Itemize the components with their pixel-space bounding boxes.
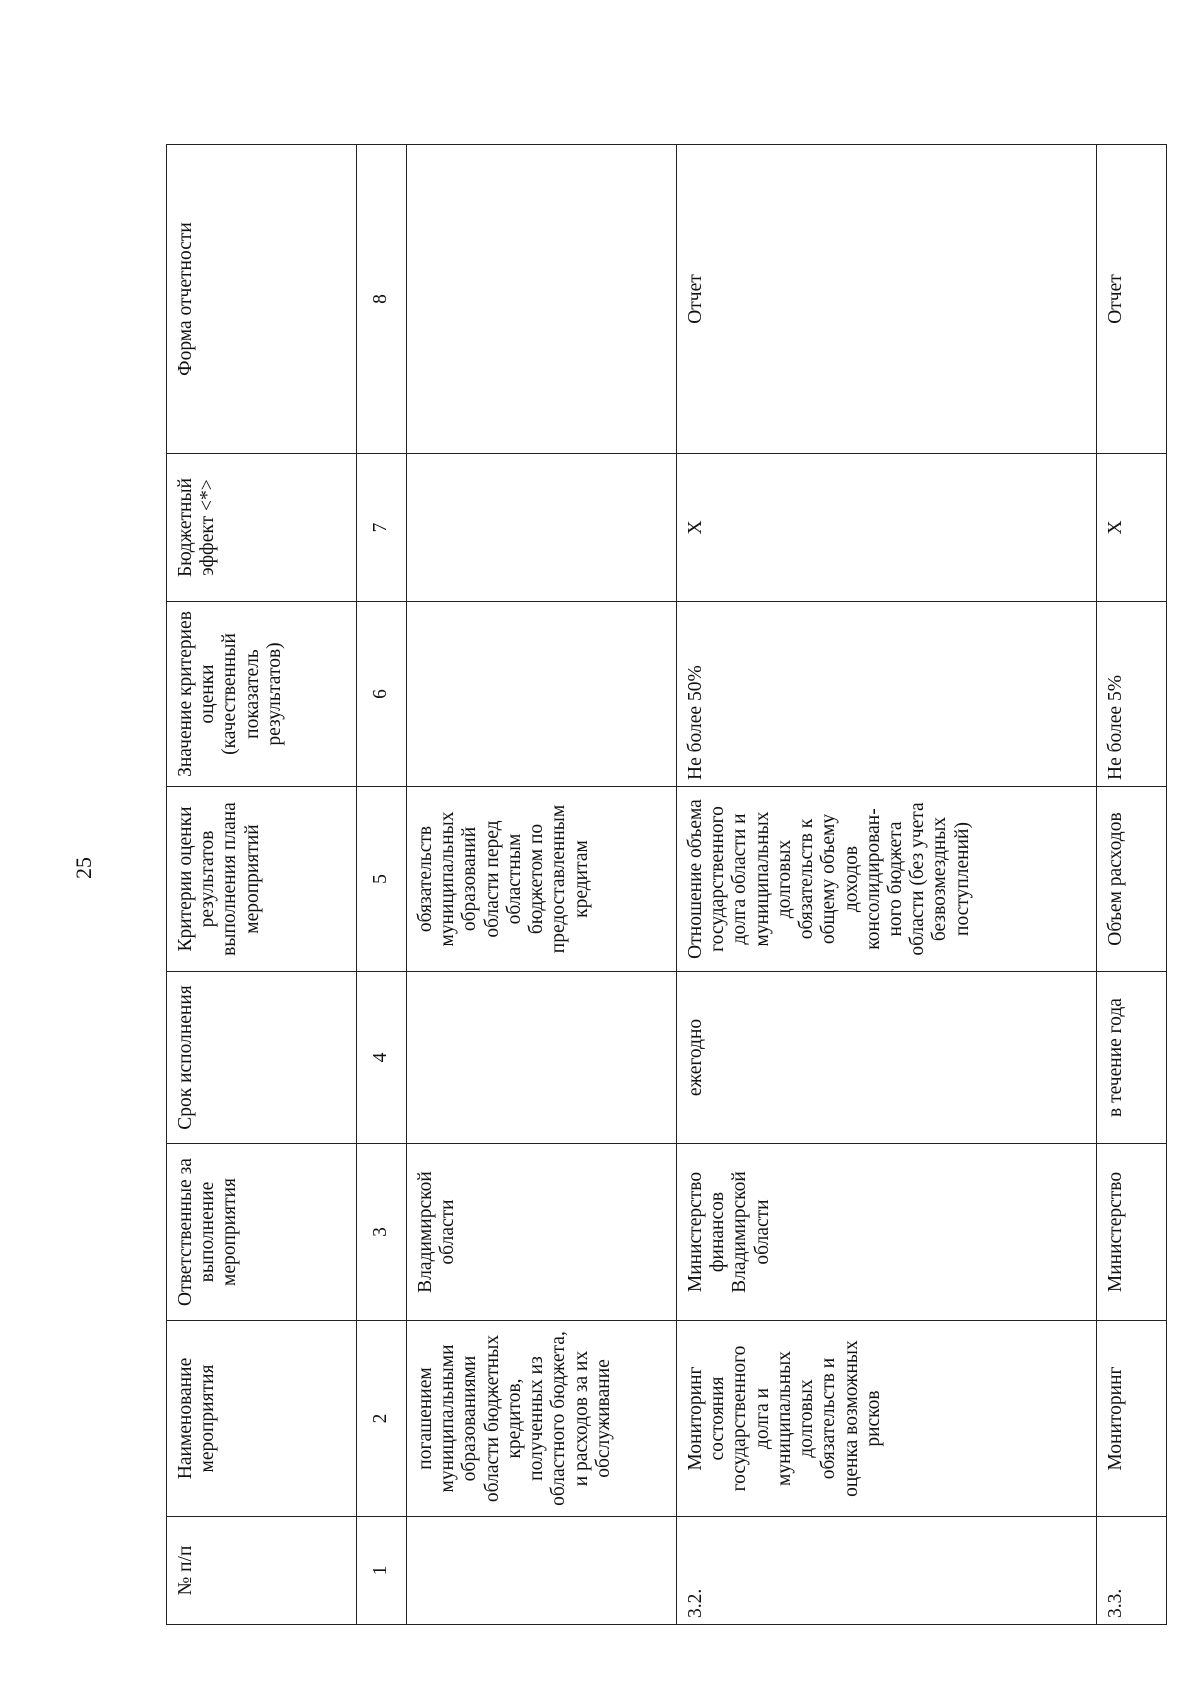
- cell-value: Не более 50%: [677, 602, 1097, 787]
- cell-report: Отчет: [1097, 145, 1167, 454]
- table-row: [407, 145, 677, 1625]
- cell-term: в течение года: [1097, 972, 1167, 1144]
- table-row: [1097, 145, 1167, 1625]
- cell-name: Мониторинг: [1097, 1321, 1167, 1517]
- header-effect: Бюджетный эффект <*>: [167, 454, 357, 602]
- header-number: № п/п: [167, 1517, 357, 1625]
- cell-effect: X: [1097, 454, 1167, 602]
- header-responsible: Ответственные за выполнение мероприятия: [167, 1144, 357, 1321]
- table-header-row: [167, 145, 357, 1625]
- cell-criteria: обязательств муниципальных образований области перед областным бюджетом по предоставленным кредитам: [407, 787, 677, 972]
- plan-table-container: [166, 145, 1166, 1625]
- cell-term: [407, 972, 677, 1144]
- header-report: Форма отчетности: [167, 145, 357, 454]
- cell-report: [407, 145, 677, 454]
- cell-report: Отчет: [677, 145, 1097, 454]
- cell-criteria: Отношение объема государственного долга области и муниципальных долговых обязательств к общему объему доходов консолидирован-ного бюджета области (без учета безвозмездных поступлений): [677, 787, 1097, 972]
- column-number: 2: [357, 1321, 407, 1517]
- header-term: Срок исполнения: [167, 972, 357, 1144]
- cell-number: 3.2.: [677, 1517, 1097, 1625]
- cell-name: погашением муниципальными образованиями области бюджетных кредитов, полученных из областного бюджета, и расходов за их обслуживание: [407, 1321, 677, 1517]
- cell-term: ежегодно: [677, 972, 1097, 1144]
- cell-responsible: Владимирской области: [407, 1144, 677, 1321]
- cell-effect: [407, 454, 677, 602]
- cell-number: 3.3.: [1097, 1517, 1167, 1625]
- cell-effect: X: [677, 454, 1097, 602]
- header-criteria: Критерии оценки результатов выполнения плана мероприятий: [167, 787, 357, 972]
- cell-value: [407, 602, 677, 787]
- page-number: 25: [71, 857, 96, 879]
- cell-name: Мониторинг состояния государственного долга и муниципальных долговых обязательств и оценка возможных рисков: [677, 1321, 1097, 1517]
- column-number: 8: [357, 145, 407, 454]
- cell-responsible: Министерство: [1097, 1144, 1167, 1321]
- column-number: 5: [357, 787, 407, 972]
- cell-value: Не более 5%: [1097, 602, 1167, 787]
- column-number: 4: [357, 972, 407, 1144]
- cell-criteria: Объем расходов: [1097, 787, 1167, 972]
- header-value: Значение критериев оценки (качественный показатель результатов): [167, 602, 357, 787]
- plan-table: [166, 144, 1167, 1625]
- cell-responsible: Министерство финансов Владимирской области: [677, 1144, 1097, 1321]
- header-name: Наименование мероприятия: [167, 1321, 357, 1517]
- table-row: [677, 145, 1097, 1625]
- cell-number: [407, 1517, 677, 1625]
- column-number: 7: [357, 454, 407, 602]
- column-number: 1: [357, 1517, 407, 1625]
- column-number: 3: [357, 1144, 407, 1321]
- column-number-row: [357, 145, 407, 1625]
- column-number: 6: [357, 602, 407, 787]
